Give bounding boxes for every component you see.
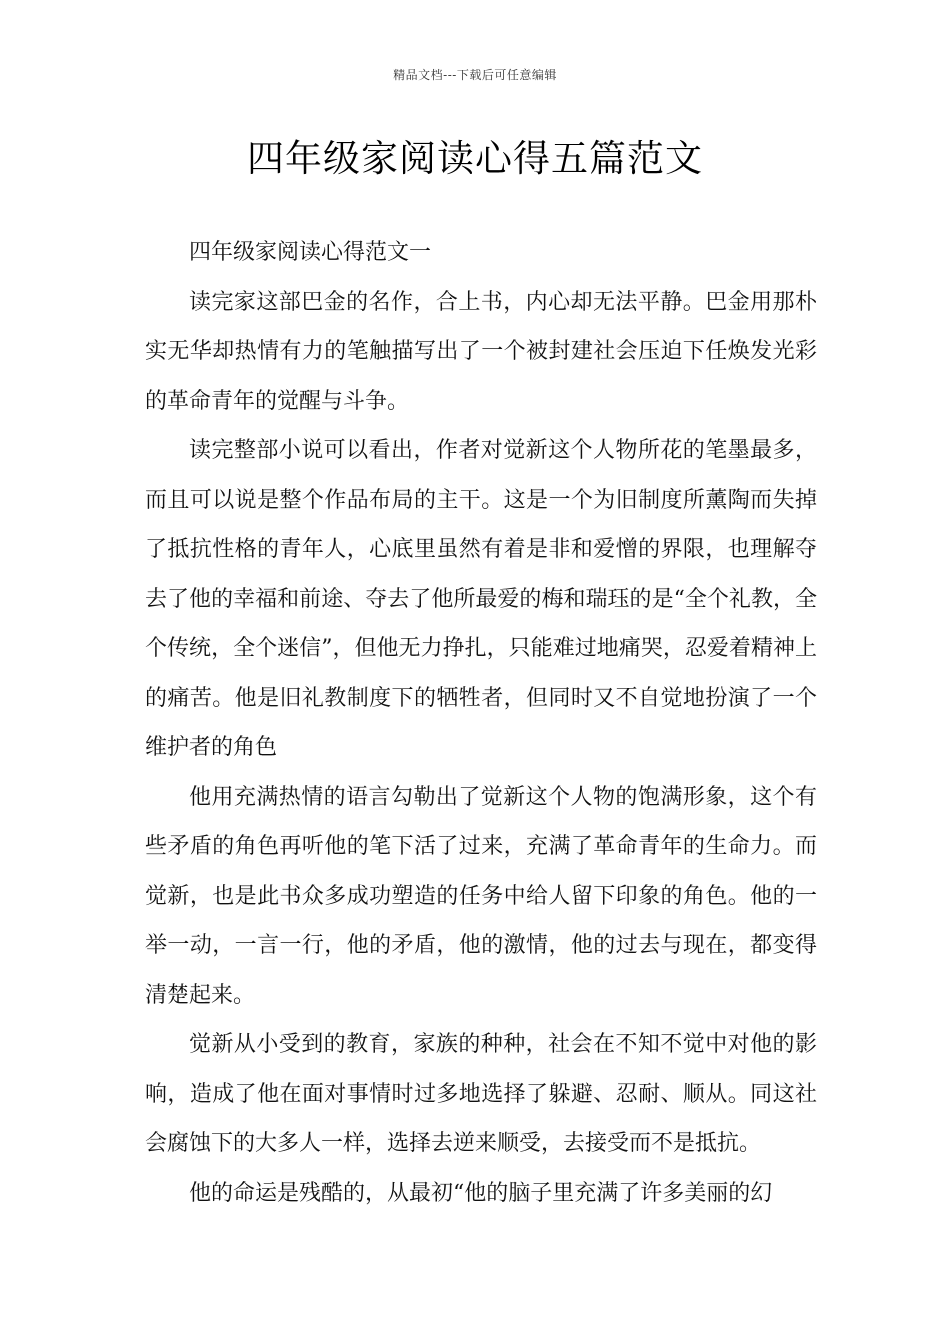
page-header: 精品文档---下载后可任意编辑 xyxy=(393,68,557,82)
paragraph-5: 他的命运是残酷的，从最初“他的脑子里充满了许多美丽的幻 xyxy=(189,1180,773,1206)
paragraph-3: 他用充满热情的语言勾勒出了觉新这个人物的饱满形象，这个有些矛盾的角色再听他的笔下活了过来，充满了革命青年的生命力。而觉新，也是此书众多成功塑造的任务中给人留下印象的角色。他的一举一动，一言一行，他的矛盾，他的激情，他的过去与现在，都变得清楚起来。 xyxy=(145,784,817,1008)
paragraph-1: 读完家这部巴金的名作，合上书，内心却无法平静。巴金用那朴实无华却热情有力的笔触描写出了一个被封建社会压迫下任焕发光彩的革命青年的觉醒与斗争。 xyxy=(145,289,817,414)
paragraph-4: 觉新从小受到的教育，家族的种种，社会在不知不觉中对他的影响，造成了他在面对事情时过多地选择了躲避、忍耐、顺从。同这社会腐蚀下的大多人一样，选择去逆来顺受，去接受而不是抵抗。 xyxy=(145,1032,817,1156)
document-title: 四年级家阅读心得五篇范文 xyxy=(247,137,703,180)
paragraph-2: 读完整部小说可以看出，作者对觉新这个人物所花的笔墨最多，而且可以说是整个作品布局的主干。这是一个为旧制度所薰陶而失掉了抵抗性格的青年人，心底里虽然有着是非和爱憎的界限，也理解夺去了他的幸福和前途、夺去了他所最爱的梅和瑞珏的是“全个礼教，全个传统，全个迷信”，但他无力挣扎，只能难过地痛哭，忍爱着精神上的痛苦。他是旧礼教制度下的牺牲者，但同时又不自觉地扮演了一个维护者的角色 xyxy=(145,438,817,760)
section-subtitle: 四年级家阅读心得范文一 xyxy=(189,240,432,265)
document-body xyxy=(145,228,817,1218)
